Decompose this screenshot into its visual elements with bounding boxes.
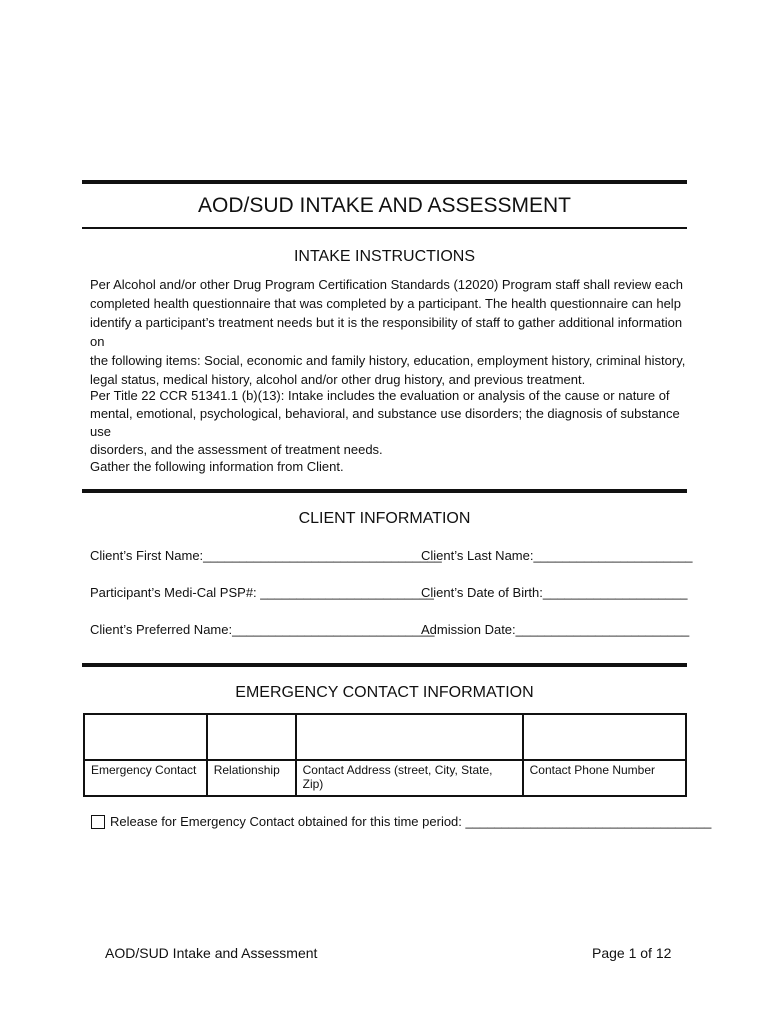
paragraph-line: legal status, medical history, alcohol and/or other drug history, and previous treatment. <box>90 372 586 387</box>
paragraph-line: disorders, and the assessment of treatment needs. <box>90 442 383 457</box>
relationship-input-cell[interactable] <box>207 714 296 760</box>
emergency-contact-table <box>83 713 687 797</box>
footer-document-name: AOD/SUD Intake and Assessment <box>105 945 318 961</box>
intake-paragraph-1 <box>90 275 688 389</box>
contact-address-input-cell[interactable] <box>296 714 523 760</box>
title-bottom-rule <box>82 227 687 229</box>
table-row <box>84 760 686 796</box>
preferred-name-field[interactable]: Client’s Preferred Name:____________________________ <box>90 622 435 637</box>
table-row <box>84 714 686 760</box>
paragraph-line: identify a participant’s treatment needs but it is the responsibility of staff to gather additional information on <box>90 315 683 349</box>
paragraph-line: completed health questionnaire that was completed by a participant. The health questionnaire can help <box>90 296 681 311</box>
emergency-section-rule <box>82 663 687 667</box>
admission-date-field[interactable]: Admission Date:________________________ <box>421 622 690 637</box>
footer-page-number: Page 1 of 12 <box>592 945 672 961</box>
medical-psp-field[interactable]: Participant’s Medi-Cal PSP#: ________________________ <box>90 585 434 600</box>
client-last-name-field[interactable]: Client’s Last Name:______________________ <box>421 548 693 563</box>
client-section-rule <box>82 489 687 493</box>
contact-phone-input-cell[interactable] <box>523 714 686 760</box>
intake-paragraph-2 <box>90 387 688 459</box>
intake-heading: INTAKE INSTRUCTIONS <box>293 248 476 265</box>
contact-phone-column-label: Contact Phone Number <box>523 760 686 796</box>
relationship-column-label: Relationship <box>207 760 296 796</box>
paragraph-line: mental, emotional, psychological, behavioral, and substance use disorders; the diagnosis of substance use <box>90 406 680 439</box>
contact-address-column-label: Contact Address (street, City, State, Zip) <box>296 760 523 796</box>
intake-paragraph-3: Gather the following information from Client. <box>90 459 344 474</box>
emergency-contact-input-cell[interactable] <box>84 714 207 760</box>
paragraph-line: Per Title 22 CCR 51341.1 (b)(13): Intake includes the evaluation or analysis of the cause or nature of <box>90 388 670 403</box>
title-top-rule <box>82 180 687 184</box>
client-first-name-field[interactable]: Client’s First Name:_________________________________ <box>90 548 442 563</box>
document-title: AOD/SUD INTAKE AND ASSESSMENT <box>197 194 572 217</box>
emergency-heading: EMERGENCY CONTACT INFORMATION <box>235 684 534 701</box>
release-field[interactable]: Release for Emergency Contact obtained for this time period: __________________________________ <box>110 814 712 829</box>
paragraph-line: the following items: Social, economic and family history, education, employment history, criminal history, <box>90 353 686 368</box>
date-of-birth-field[interactable]: Client’s Date of Birth:____________________ <box>421 585 688 600</box>
release-checkbox[interactable] <box>91 815 105 829</box>
paragraph-line: Per Alcohol and/or other Drug Program Certification Standards (12020) Program staff shall review each <box>90 277 683 292</box>
client-heading: CLIENT INFORMATION <box>298 510 471 527</box>
emergency-contact-column-label: Emergency Contact <box>84 760 207 796</box>
